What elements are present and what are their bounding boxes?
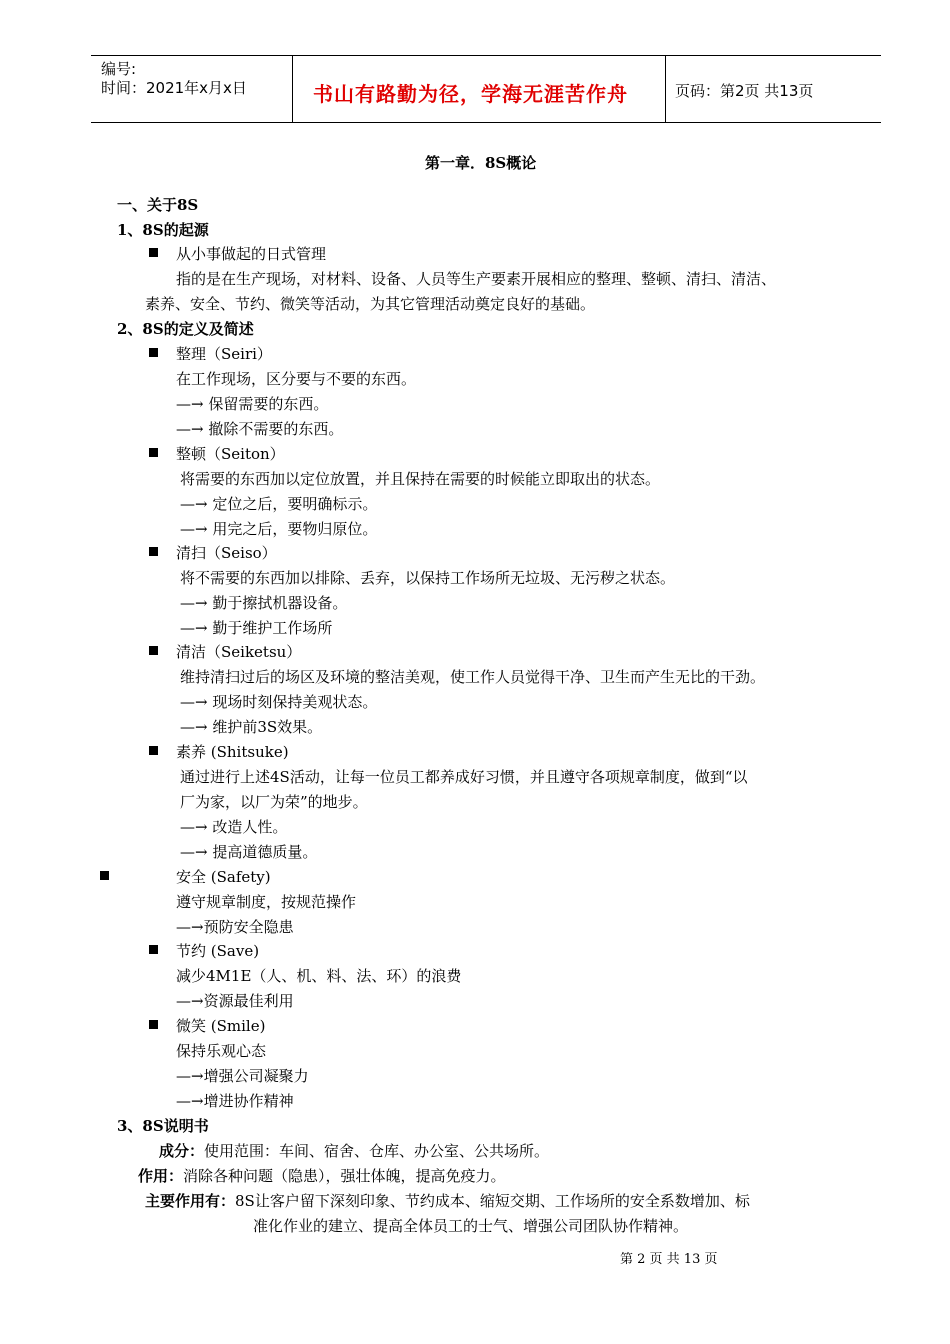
bullet-square-icon	[149, 547, 158, 556]
item-line: 遵守规章制度，按规范操作	[176, 893, 357, 911]
item-line: —→增进协作精神	[176, 1092, 294, 1110]
bullet-square-icon	[149, 945, 158, 954]
item-line: —→ 用完之后，要物归原位。	[180, 520, 378, 538]
bullet-square-icon	[149, 348, 158, 357]
item-line: —→ 保留需要的东西。	[176, 395, 329, 413]
header-top-rule	[91, 55, 881, 56]
item-line: —→ 定位之后，要明确标示。	[180, 495, 378, 513]
header-bottom-rule	[91, 122, 881, 123]
bullet-text: 从小事做起的日式管理	[176, 245, 327, 263]
page-footer: 第 2 页 共 13 页	[620, 1252, 718, 1267]
paragraph-line: 素养、安全、节约、微笑等活动，为其它管理活动奠定良好的基础。	[145, 295, 596, 313]
item-line: 将需要的东西加以定位放置，并且保持在需要的时候能立即取出的状态。	[180, 470, 661, 488]
item-heading: 整顿（Seiton）	[176, 445, 285, 463]
composition-line	[159, 1140, 549, 1161]
paragraph-line: 指的是在生产现场，对材料、设备、人员等生产要素开展相应的整理、整顿、清扫、清洁、	[176, 270, 777, 288]
header-motto: 书山有路勤为径，学海无涯苦作舟	[313, 82, 628, 106]
item-line: —→ 提高道德质量。	[180, 843, 318, 861]
section-heading: 一、关于8S	[117, 196, 199, 214]
item-line: —→ 勤于维护工作场所	[180, 619, 333, 637]
document-number-label: 编号:	[101, 60, 137, 78]
item-line: 在工作现场，区分要与不要的东西。	[176, 370, 417, 388]
item-heading: 整理（Seiri）	[176, 345, 272, 363]
header-divider-right	[665, 55, 666, 122]
item-line: 保持乐观心态	[176, 1042, 267, 1060]
item-line: 维持清扫过后的场区及环境的整洁美观，使工作人员觉得干净、卫生而产生无比的干劲。	[180, 668, 766, 686]
item-heading: 素养 (Shitsuke)	[176, 743, 289, 761]
function-line	[138, 1165, 506, 1186]
bullet-square-icon	[149, 646, 158, 655]
item-heading: 清扫（Seiso）	[176, 544, 277, 562]
document-time-label: 时间：2021年x月x日	[101, 79, 247, 97]
item-line: —→ 撤除不需要的东西。	[176, 420, 344, 438]
header-divider-left	[292, 55, 293, 122]
item-heading: 微笑 (Smile)	[176, 1017, 266, 1035]
subsection-heading: 2、8S的定义及简述	[117, 320, 254, 338]
function-text: 消除各种问题（隐患），强壮体魄，提高免疫力。	[183, 1167, 506, 1185]
main-effect-text: 8S让客户留下深刻印象、节约成本、缩短交期、工作场所的安全系数增加、标	[235, 1192, 750, 1210]
item-line: —→资源最佳利用	[176, 992, 294, 1010]
chapter-title: 第一章．8S概论	[425, 154, 537, 172]
main-effect-line	[145, 1190, 750, 1211]
item-line: 减少4M1E（人、机、料、法、环）的浪费	[176, 967, 462, 985]
subsection-heading: 1、8S的起源	[117, 221, 209, 239]
composition-label: 成分：	[159, 1142, 205, 1160]
header-page-label: 页码：第2页 共13页	[675, 82, 814, 100]
function-label: 作用：	[138, 1167, 184, 1185]
bullet-square-icon	[149, 746, 158, 755]
composition-text: 使用范围：车间、宿舍、仓库、办公室、公共场所。	[204, 1142, 550, 1160]
item-line: —→ 勤于擦拭机器设备。	[180, 594, 348, 612]
item-line: —→ 维护前3S效果。	[180, 718, 323, 736]
item-line: —→预防安全隐患	[176, 918, 294, 936]
main-effect-label: 主要作用有：	[145, 1192, 236, 1210]
subsection-heading: 3、8S说明书	[117, 1117, 209, 1135]
main-effect-continuation: 准化作业的建立、提高全体员工的士气、增强公司团队协作精神。	[253, 1217, 689, 1235]
bullet-square-icon	[149, 1020, 158, 1029]
item-heading: 安全 (Safety)	[176, 868, 271, 886]
item-line: —→ 现场时刻保持美观状态。	[180, 693, 378, 711]
item-line: 将不需要的东西加以排除、丢弃，以保持工作场所无垃圾、无污秽之状态。	[180, 569, 676, 587]
item-heading: 清洁（Seiketsu）	[176, 643, 302, 661]
bullet-square-icon	[149, 448, 158, 457]
item-line: 通过进行上述4S活动，让每一位员工都养成好习惯，并且遵守各项规章制度，做到“以	[180, 768, 748, 786]
bullet-square-icon	[149, 248, 158, 257]
item-line: —→增强公司凝聚力	[176, 1067, 309, 1085]
bullet-square-icon	[100, 871, 109, 880]
item-heading: 节约 (Save)	[176, 942, 260, 960]
item-line: 厂为家，以厂为荣”的地步。	[180, 793, 368, 811]
item-line: —→ 改造人性。	[180, 818, 288, 836]
